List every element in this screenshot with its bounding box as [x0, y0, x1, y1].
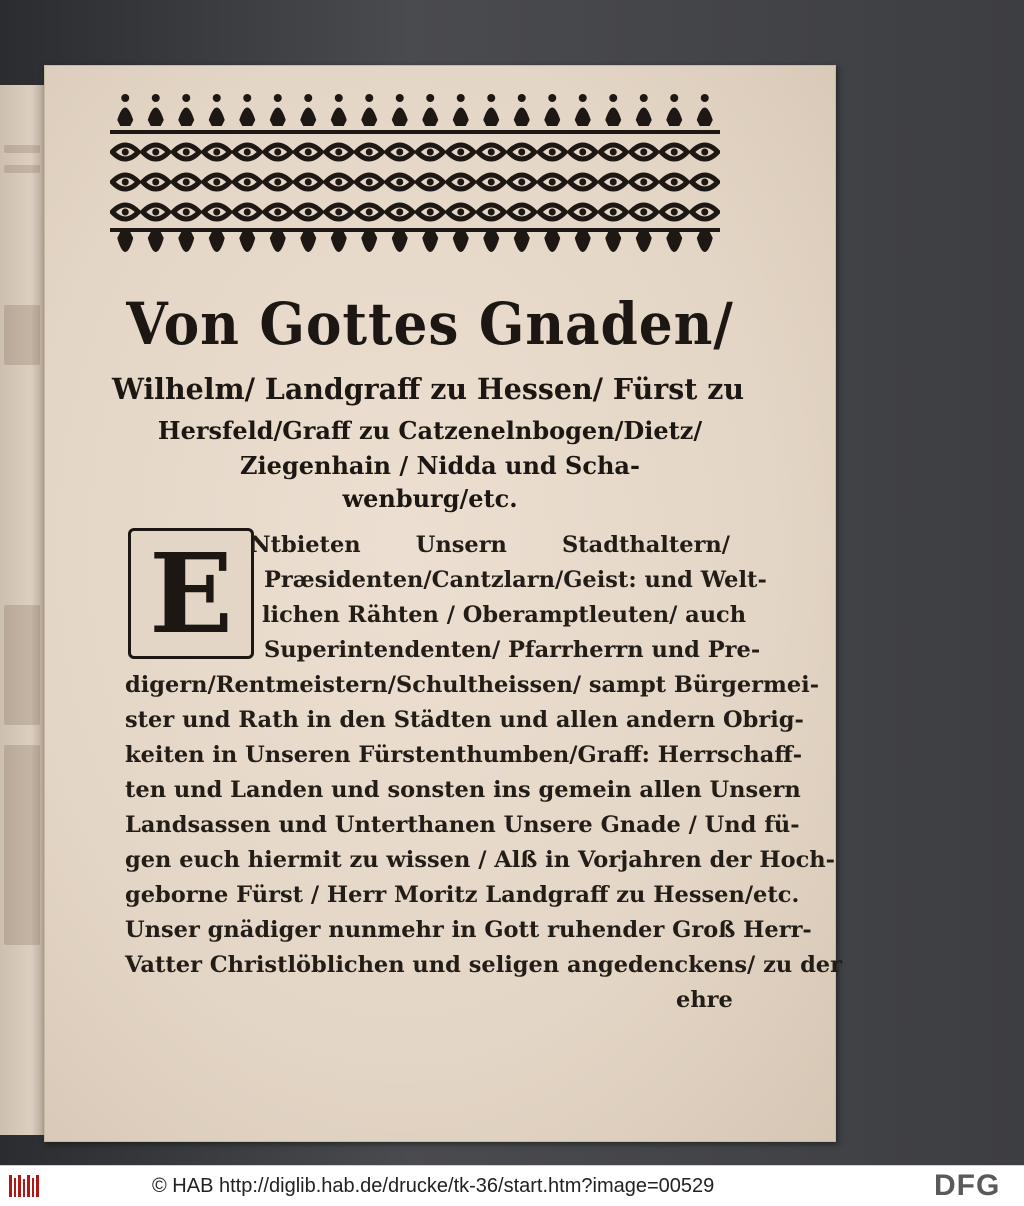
subheading-line-3: Ziegenhain / Nidda und Scha- — [240, 451, 640, 480]
copyright-link[interactable]: © HAB http://diglib.hab.de/drucke/tk-36/start.htm?image=00529 — [152, 1175, 715, 1197]
body-line-1: Ntbieten Unsern Stadthaltern/ — [250, 532, 730, 558]
body-line-6: ster und Rath in den Städten und allen andern Obrig- — [125, 707, 804, 733]
body-line-4: Superintendenten/ Pfarrherrn und Pre- — [264, 637, 761, 663]
body-line-11: geborne Fürst / Herr Moritz Landgraff zu Hessen/etc. — [125, 882, 800, 908]
dfg-logo: DFG — [934, 1169, 1001, 1202]
body-line-8: ten und Landen und sonsten ins gemein allen Unsern — [125, 777, 801, 803]
body-line-12: Unser gnädiger nunmehr in Gott ruhender Groß Herr- — [125, 917, 812, 943]
subheading-line-4: wenburg/etc. — [342, 484, 518, 513]
body-line-13: Vatter Christlöblichen und seligen angedenckens/ zu der — [125, 952, 842, 978]
footer-bar — [0, 1165, 1024, 1206]
body-line-7: keiten in Unseren Fürstenthumben/Graff: Herrschaff- — [125, 742, 803, 768]
body-line-9: Landsassen und Unterthanen Unsere Gnade / Und fü- — [125, 812, 800, 838]
body-line-2: Præsidenten/Cantzlarn/Geist: und Welt- — [264, 567, 767, 593]
decorated-initial — [128, 528, 254, 659]
hab-barcode-logo-icon — [8, 1173, 42, 1199]
subheading-line-2: Hersfeld/Graff zu Catzenelnbogen/Dietz/ — [157, 416, 703, 445]
ornamental-border-icon — [110, 90, 720, 270]
body-line-10: gen euch hiermit zu wissen / Alß in Vorjahren der Hoch- — [125, 847, 836, 873]
previous-page-edge — [0, 85, 45, 1135]
body-line-3: lichen Rähten / Oberamptleuten/ auch — [262, 602, 747, 628]
initial-letter: E — [149, 529, 233, 658]
body-line-5: digern/Rentmeistern/Schultheissen/ sampt Bürgermei- — [125, 672, 820, 698]
catchword: ehre — [676, 987, 733, 1013]
subheading-line-1: Wilhelm/ Landgraff zu Hessen/ Fürst zu — [111, 372, 745, 406]
heading: Von Gottes Gnaden/ — [126, 290, 734, 358]
